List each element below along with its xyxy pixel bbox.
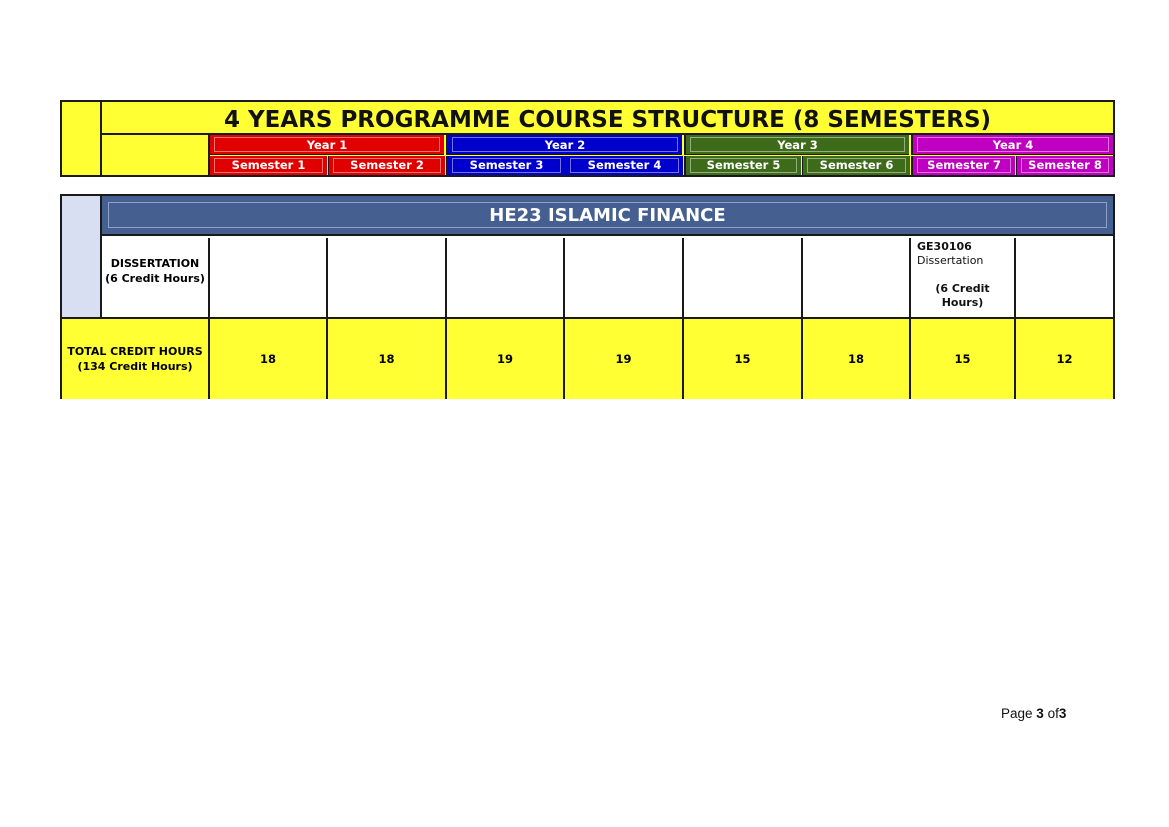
semester-3-header bbox=[446, 156, 565, 175]
dissertation-label-cell bbox=[102, 238, 210, 317]
semester-8-label: Semester 8 bbox=[1028, 158, 1102, 172]
total-semester-6: 18 bbox=[803, 319, 911, 399]
header-corner-cell bbox=[62, 102, 102, 175]
total-semester-8: 12 bbox=[1056, 352, 1073, 366]
header-label-cell bbox=[102, 135, 210, 175]
course-credit-line-1: (6 Credit bbox=[935, 282, 990, 295]
semester-5-header bbox=[684, 156, 801, 175]
year-3-label: Year 3 bbox=[777, 138, 818, 152]
total-semester-2: 18 bbox=[328, 319, 447, 399]
semester-5-label: Semester 5 bbox=[706, 158, 781, 172]
dissertation-semester-5-cell bbox=[684, 238, 803, 317]
semester-7-label: Semester 7 bbox=[927, 158, 1001, 172]
course-structure-header bbox=[60, 100, 1115, 177]
semester-6-label: Semester 6 bbox=[819, 158, 894, 172]
total-semester-3: 19 bbox=[447, 319, 565, 399]
semester-1-header bbox=[210, 156, 327, 175]
total-semester-4: 19 bbox=[565, 319, 684, 399]
total-semester-5: 15 bbox=[684, 319, 803, 399]
programme-side-cell bbox=[62, 196, 102, 317]
dissertation-label: DISSERTATION bbox=[110, 257, 200, 270]
dissertation-semester-4-cell bbox=[565, 238, 684, 317]
semester-1-label: Semester 1 bbox=[231, 158, 306, 172]
semester-2-label: Semester 2 bbox=[350, 158, 424, 172]
course-code: GE30106 bbox=[917, 240, 972, 253]
dissertation-semester-7-cell bbox=[911, 238, 1016, 317]
dissertation-semester-6-cell bbox=[803, 238, 911, 317]
programme-table bbox=[60, 194, 1115, 399]
year-1-label: Year 1 bbox=[306, 138, 348, 152]
semester-6-header bbox=[802, 156, 910, 175]
dissertation-semester-3-cell bbox=[447, 238, 565, 317]
of-word: of bbox=[1047, 706, 1059, 721]
year-4-label: Year 4 bbox=[992, 138, 1034, 152]
page-word: Page bbox=[1001, 706, 1033, 721]
dissertation-credit-label: (6 Credit Hours) bbox=[105, 272, 205, 285]
semester-7-header bbox=[911, 156, 1015, 175]
dissertation-semester-8-cell bbox=[1016, 238, 1113, 317]
year-1-header bbox=[210, 135, 444, 155]
semester-4-label: Semester 4 bbox=[587, 158, 662, 172]
course-credit-line-2: Hours) bbox=[941, 296, 984, 309]
dissertation-semester-2-cell bbox=[328, 238, 447, 317]
year-2-header bbox=[446, 135, 682, 155]
semester-3-label: Semester 3 bbox=[469, 158, 544, 172]
programme-title-bar bbox=[102, 196, 1113, 236]
course-credit bbox=[917, 282, 1014, 310]
page-current: 3 bbox=[1036, 706, 1044, 721]
total-credit-label: TOTAL CREDIT HOURS bbox=[67, 345, 203, 358]
page-total: 3 bbox=[1058, 706, 1067, 721]
page-number bbox=[1001, 706, 1066, 721]
programme-title: HE23 ISLAMIC FINANCE bbox=[108, 202, 1107, 228]
dissertation-semester-1-cell bbox=[210, 238, 328, 317]
year-2-label: Year 2 bbox=[544, 138, 586, 152]
semester-4-header bbox=[565, 156, 683, 175]
year-3-header bbox=[684, 135, 909, 155]
total-credit-sum: (134 Credit Hours) bbox=[77, 360, 193, 373]
course-name: Dissertation bbox=[917, 254, 984, 267]
total-credit-row bbox=[62, 317, 1113, 399]
page-title: 4 YEARS PROGRAMME COURSE STRUCTURE (8 SEMESTERS) bbox=[102, 102, 1113, 135]
total-semester-7: 15 bbox=[911, 319, 1016, 399]
year-4-header bbox=[911, 135, 1113, 155]
total-semester-1: 18 bbox=[210, 319, 328, 399]
semester-8-header bbox=[1016, 156, 1113, 175]
semester-2-header bbox=[328, 156, 445, 175]
total-credit-label-cell bbox=[62, 319, 210, 399]
